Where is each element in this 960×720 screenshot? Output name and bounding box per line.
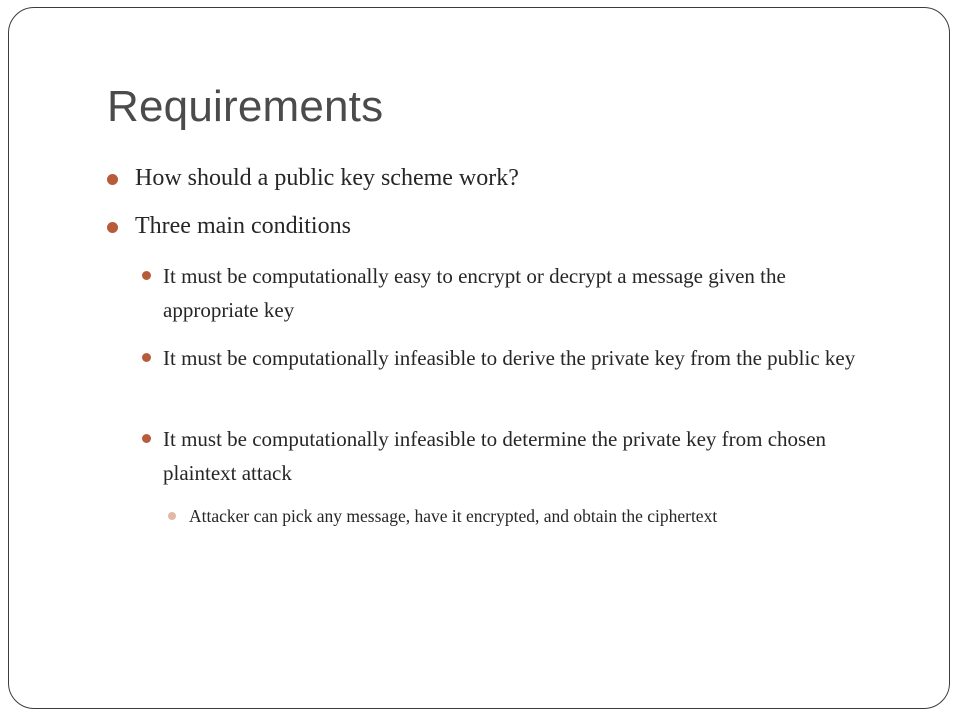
bullet-dot-icon bbox=[142, 271, 151, 280]
sub-sub-bullet-item-1 bbox=[189, 502, 829, 531]
bullet-text: Attacker can pick any message, have it encrypted, and obtain the ciphertext bbox=[189, 506, 718, 526]
bullet-text: It must be computationally easy to encrypt or decrypt a message given the appropriate key bbox=[163, 264, 786, 322]
bullet-text: It must be computationally infeasible to determine the private key from chosen plaintext attack bbox=[163, 427, 827, 485]
slide-title: Requirements bbox=[107, 82, 384, 131]
bullet-dot-icon bbox=[107, 222, 118, 233]
sub-bullet-item-1 bbox=[163, 259, 883, 327]
bullet-dot-icon bbox=[142, 434, 151, 443]
bullet-item-1 bbox=[135, 164, 519, 193]
bullet-text: It must be computationally infeasible to derive the private key from the public key bbox=[163, 346, 856, 370]
bullet-dot-icon bbox=[168, 512, 176, 520]
bullet-text: How should a public key scheme work? bbox=[135, 165, 519, 191]
bullet-item-2 bbox=[135, 212, 351, 241]
bullet-dot-icon bbox=[107, 174, 118, 185]
sub-bullet-item-2 bbox=[163, 341, 883, 375]
sub-bullet-item-3 bbox=[163, 422, 883, 490]
bullet-text: Three main conditions bbox=[135, 213, 351, 239]
bullet-dot-icon bbox=[142, 353, 151, 362]
